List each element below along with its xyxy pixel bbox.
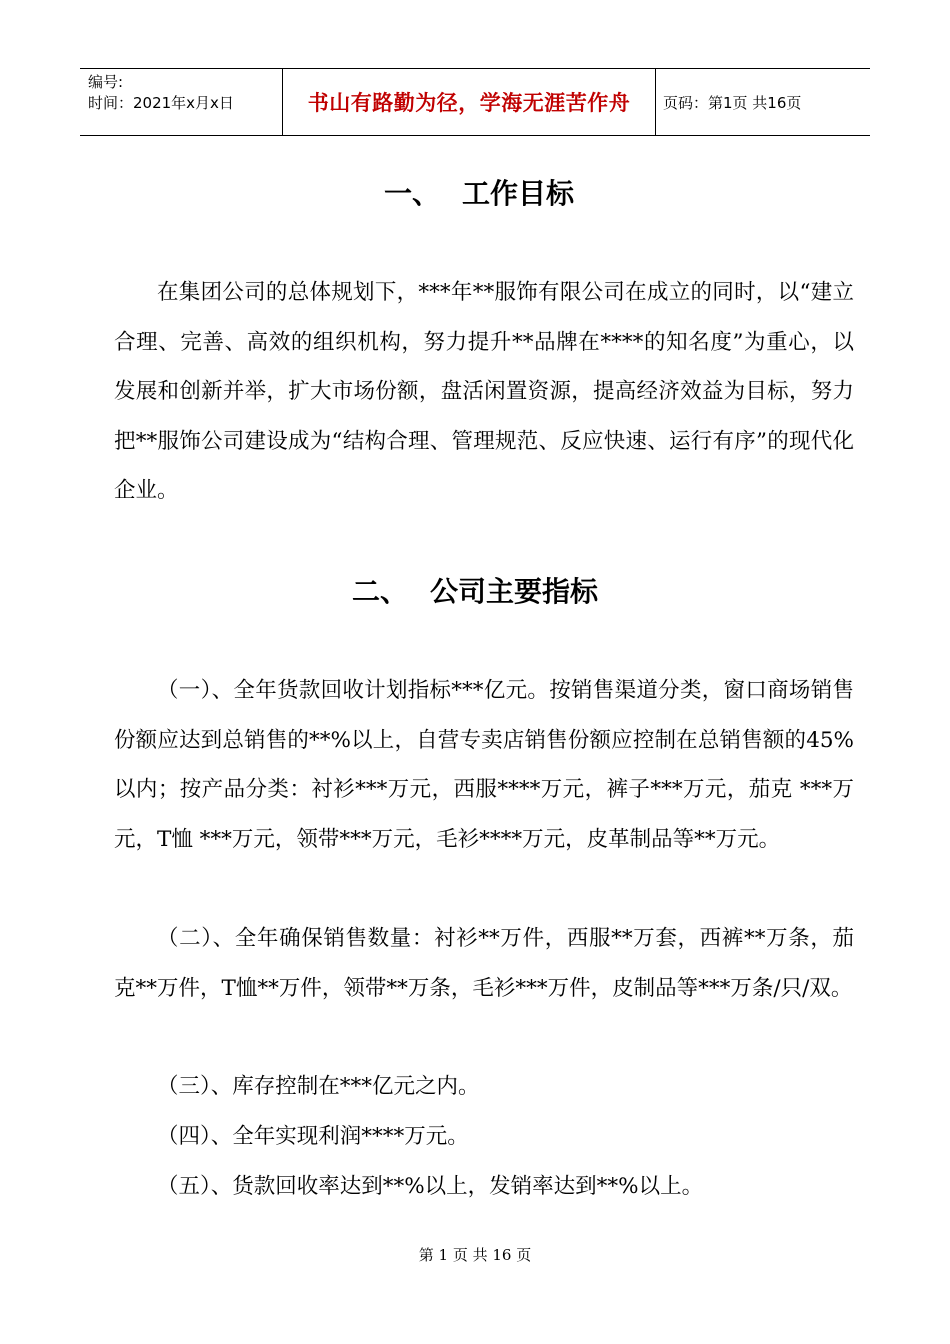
indicator-item-5: （五）、货款回收率达到**%以上，发销率达到**%以上。	[157, 1174, 704, 1199]
section-heading-indicators	[0, 570, 950, 610]
indicator-item-1: （一）、全年货款回收计划指标***亿元。按销售渠道分类，窗口商场销售份额应达到总销售的**%以上，自营专卖店销售份额应控制在总销售额的45%以内；按产品分类：衬衫***万元，西服****万元，裤子***万元，茄克 ***万元，T恤 ***万元，领带***万元，毛衫****万元，皮革制品等**万元。	[114, 678, 854, 852]
section-title: 工作目标	[462, 177, 575, 210]
section-heading-goals	[4, 172, 950, 212]
section-title: 公司主要指标	[430, 575, 599, 608]
document-header	[80, 68, 870, 136]
time-label: 时间：2021年x月x日	[88, 94, 234, 112]
section-number: 二、	[351, 575, 408, 608]
section-number: 一、	[383, 177, 440, 210]
indicator-item-3: （三）、库存控制在***亿元之内。	[157, 1074, 480, 1099]
header-page-info: 页码：第1页 共16页	[663, 93, 802, 112]
intro-paragraph: 在集团公司的总体规划下，***年**服饰有限公司在成立的同时，以“建立合理、完善、高效的组织机构，努力提升**品牌在****的知名度”为重心，以发展和创新并举，扩大市场份额，盘活闲置资源，提高经济效益为目标，努力把**服饰公司建设成为“结构合理、管理规范、反应快速、运行有序”的现代化企业。	[114, 280, 854, 503]
number-label: 编号:	[88, 73, 124, 91]
page-footer: 第 1 页 共 16 页	[418, 1246, 532, 1264]
indicator-item-4: （四）、全年实现利润****万元。	[157, 1124, 469, 1149]
header-motto: 书山有路勤为径，学海无涯苦作舟	[282, 69, 656, 135]
header-meta	[80, 69, 282, 135]
indicator-item-2: （二）、全年确保销售数量：衬衫**万件，西服**万套，西裤**万条，茄克**万件，T恤**万件，领带**万条，毛衫***万件，皮制品等***万条/只/双。	[114, 926, 854, 1001]
